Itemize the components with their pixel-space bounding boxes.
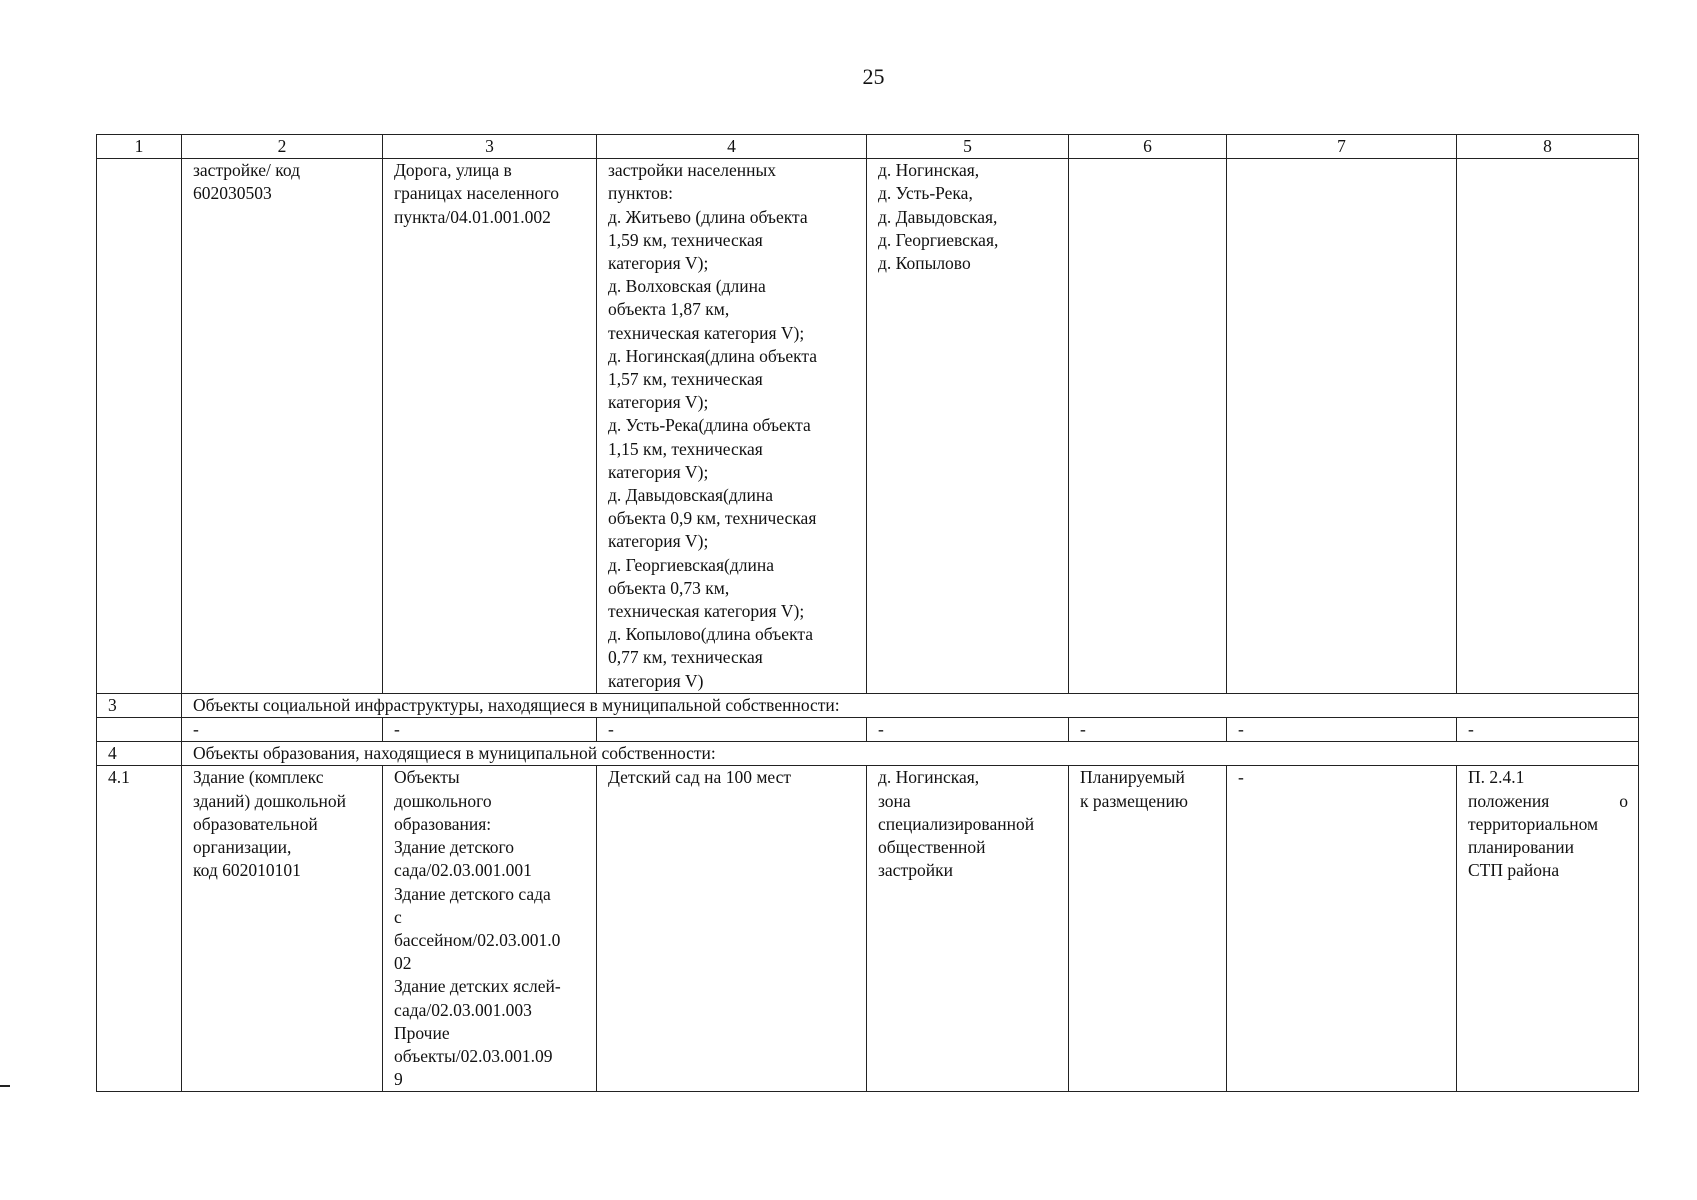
cell-dash: - [1457, 718, 1639, 742]
document-table [96, 134, 1639, 1092]
column-number: 3 [383, 135, 597, 159]
section-number: 3 [97, 693, 182, 717]
table-header-row [97, 135, 1639, 159]
column-number: 8 [1457, 135, 1639, 159]
cell-reference [1457, 159, 1639, 694]
cell-number: 4.1 [97, 766, 182, 1092]
cell-status [1069, 159, 1227, 694]
margin-mark [0, 1085, 10, 1087]
column-number: 1 [97, 135, 182, 159]
cell-object-kind: Объекты дошкольного образования: Здание детского сада/02.03.001.001 Здание детского сада с бассейном/02.03.001.0 02 Здание детских яслей- сада/02.03.001.003 Прочие объекты/02.03.001.09 9 [383, 766, 597, 1092]
cell-number [97, 159, 182, 694]
column-number: 5 [867, 135, 1069, 159]
cell-object-description: застройки населенных пунктов: д. Житьево (длина объекта 1,59 км, техническая категория V); д. Волховская (длина объекта 1,87 км, техническая категория V); д. Ногинская(длина объекта 1,57 км, техническая категория V); д. Усть-Река(длина объекта 1,15 км, техническая категория V); д. Давыдовская(длина объекта 0,9 км, техническая категория V); д. Георгиевская(длина объекта 0,73 км, техническая категория V); д. Копылово(длина объекта 0,77 км, техническая категория V) [597, 159, 867, 694]
cell-number [97, 718, 182, 742]
table-row-4-1 [97, 766, 1639, 1092]
section-row-education [97, 742, 1639, 766]
cell-status: Планируемый к размещению [1069, 766, 1227, 1092]
cell-object-type: Здание (комплекс зданий) дошкольной образовательной организации, код 602010101 [182, 766, 383, 1092]
column-number: 7 [1227, 135, 1457, 159]
cell-object-type: застройке/ код 602030503 [182, 159, 383, 694]
cell-zones [1227, 159, 1457, 694]
reference-rest: территориальном планировании СТП района [1468, 813, 1599, 881]
cell-dash: - [867, 718, 1069, 742]
cell-dash: - [597, 718, 867, 742]
cell-location: д. Ногинская, д. Усть-Река, д. Давыдовская, д. Георгиевская, д. Копылово [867, 159, 1069, 694]
column-number: 6 [1069, 135, 1227, 159]
cell-zones: - [1227, 766, 1457, 1092]
table-row-empty [97, 718, 1639, 742]
cell-dash: - [1069, 718, 1227, 742]
table-row-continuation [97, 159, 1639, 694]
reference-line: П. 2.4.1 [1468, 767, 1525, 788]
section-number: 4 [97, 742, 182, 766]
cell-object-description: Детский сад на 100 мест [597, 766, 867, 1092]
cell-object-kind: Дорога, улица в границах населенного пункта/04.01.001.002 [383, 159, 597, 694]
cell-dash: - [1227, 718, 1457, 742]
section-row-social [97, 693, 1639, 717]
column-number: 4 [597, 135, 867, 159]
section-title: Объекты социальной инфраструктуры, находящиеся в муниципальной собственности: [182, 693, 1639, 717]
cell-reference [1457, 766, 1639, 1092]
column-number: 2 [182, 135, 383, 159]
cell-dash: - [182, 718, 383, 742]
page-number: 25 [862, 64, 885, 89]
section-title: Объекты образования, находящиеся в муниципальной собственности: [182, 742, 1639, 766]
cell-location: д. Ногинская, зона специализированной общественной застройки [867, 766, 1069, 1092]
cell-dash: - [383, 718, 597, 742]
reference-line-justified: положения о [1468, 790, 1628, 811]
